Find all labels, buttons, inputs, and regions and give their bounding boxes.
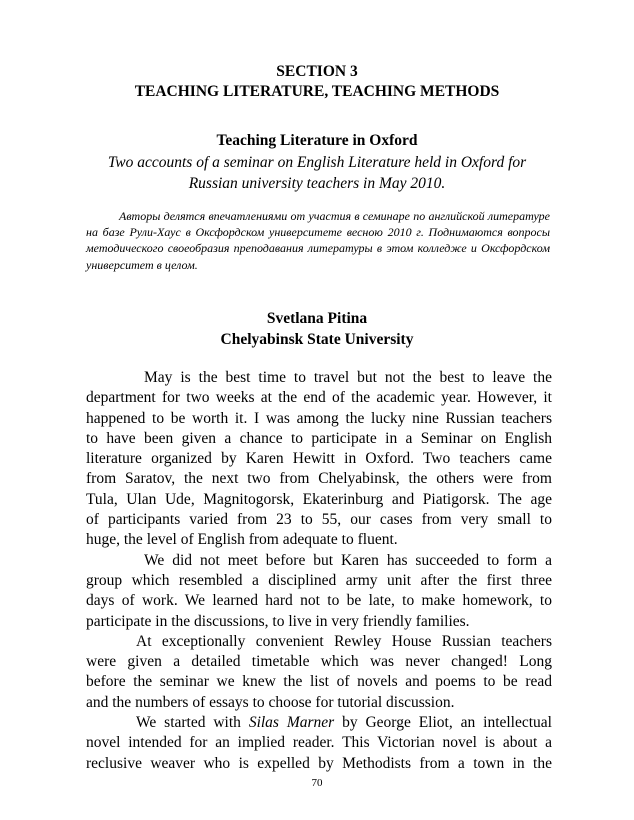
body-line: group which resembled a disciplined army unit after the first three (86, 571, 552, 589)
section-number: SECTION 3 (276, 63, 358, 80)
body-line: happened to be worth it. I was among the lucky nine Russian teachers (86, 409, 552, 427)
subtitle-line: Two accounts of a seminar on English Literature held in Oxford for (107, 154, 527, 171)
article-subtitle (80, 152, 554, 194)
author-affiliation: Chelyabinsk State University (220, 330, 414, 348)
body-line: literature organized by Karen Hewitt in Oxford. Two teachers came (86, 450, 552, 468)
body-line: At exceptionally convenient Rewley House Russian teachers (136, 632, 552, 650)
body-line: participate in the discussions, to live in very friendly families. (86, 612, 470, 630)
body-line: reclusive weaver who is expelled by Methodists from a town in the (86, 754, 552, 772)
article-title: Teaching Literature in Oxford (216, 132, 418, 149)
subtitle-line: Russian university teachers in May 2010. (188, 175, 446, 192)
body-line (86, 713, 552, 733)
section-title: TEACHING LITERATURE, TEACHING METHODS (134, 83, 500, 100)
body-line: May is the best time to travel but not the best to leave the (144, 369, 552, 386)
body-line: to have been given a chance to participate in a Seminar on English (86, 429, 552, 447)
body-text (86, 368, 552, 774)
body-line: Tula, Ulan Ude, Magnitogorsk, Ekaterinburg and Piatigorsk. The age (86, 490, 552, 508)
body-line: from Saratov, the next two from Chelyabinsk, the others were from (86, 470, 552, 488)
book-title-silas-marner: Silas Marner (248, 714, 335, 732)
body-line: We did not meet before but Karen has succeeded to form a (144, 551, 552, 569)
body-text-run: We started with (136, 714, 249, 732)
author-name: Svetlana Pitina (266, 310, 368, 327)
section-heading (90, 62, 544, 102)
body-text-run: by George Eliot, an intellectual (334, 714, 552, 732)
body-line: were given a detailed timetable which was never changed! Long (86, 653, 552, 671)
body-line: and the numbers of essays to choose for tutorial discussion. (86, 693, 455, 711)
body-line: of participants varied from 23 to 55, our cases from very small to (86, 511, 552, 529)
body-line: before the seminar we knew the list of novels and poems to be read (86, 673, 552, 691)
body-line: novel intended for an implied reader. This Victorian novel is about a (86, 734, 552, 752)
author-block (80, 309, 554, 350)
body-line: days of work. We learned hard not to be late, to make homework, to (86, 592, 552, 610)
abstract-russian: Авторы делятся впечатлениями от участия в семинаре по английской литературе на базе Рули-Хаус в Оксфордском университете весною 2010 г. Поднимаются вопросы методического своеобразия преподавания литературы в этом колледже и Оксфордском университет в целом. (86, 209, 550, 272)
body-line: department for two weeks at the end of the academic year. However, it (86, 389, 552, 407)
page-number: 70 (311, 777, 323, 789)
body-line: huge, the level of English from adequate to fluent. (86, 531, 398, 549)
